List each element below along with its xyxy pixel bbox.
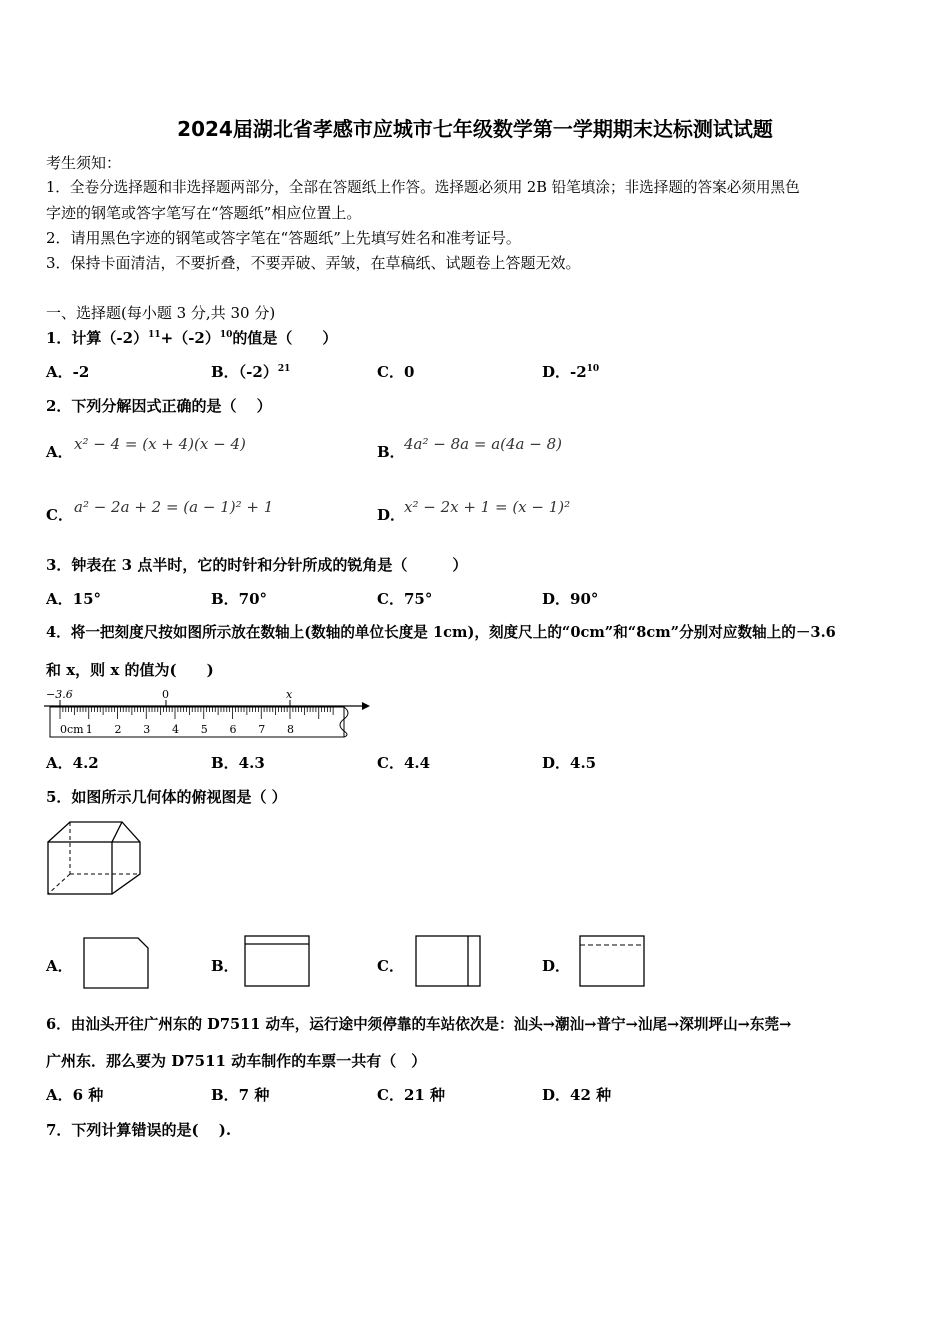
notice-line-3: 3．保持卡面清洁，不要折叠，不要弄破、弄皱，在草稿纸、试题卷上答题无效。 — [46, 254, 581, 272]
q6-option-c: C．21 种 — [377, 1086, 446, 1104]
question-6-stem-1: 6．由汕头开往广州东的 D7511 动车，运行途中须停靠的车站依次是：汕头→潮汕→普宁→汕尾→深圳坪山→东莞→ — [46, 1016, 792, 1033]
ruler-numbers — [60, 723, 294, 736]
question-2-stem: 2．下列分解因式正确的是（ ） — [46, 397, 272, 415]
q2-option-b-label: B． — [377, 443, 405, 461]
q5-option-b-label: B． — [211, 957, 239, 975]
ruler-number: 0cm — [60, 723, 84, 736]
ruler-number: 5 — [200, 723, 208, 736]
q5-option-d-figure — [578, 934, 654, 990]
top-edge — [112, 822, 122, 842]
notice-line-1a: 1．全卷分选择题和非选择题两部分，全部在答题纸上作答。选择题必须用 2B 铅笔填涂；非选择题的答案必须用黑色 — [46, 179, 800, 196]
q4-option-a: A．4.2 — [46, 754, 99, 772]
question-6-stem-2: 广州东．那么要为 D7511 动车制作的车票一共有（ ） — [46, 1052, 427, 1070]
q1-option-d: D．$-2^{10}$ — [542, 363, 600, 381]
q2-option-d-label: D． — [377, 506, 406, 524]
question-4-stem-2: 和 x，则 x 的值为( ) — [46, 661, 214, 679]
q2-option-c-label: C． — [46, 506, 73, 524]
q5-option-a-label: A． — [46, 957, 73, 975]
q5-option-b-figure — [243, 934, 313, 990]
q2-option-c-math: a² − 2a + 2 = (a − 1)² + 1 — [74, 498, 274, 516]
solid-figure — [46, 820, 146, 900]
notice-line-2: 2．请用黑色字迹的钢笔或答字笔在“答题纸”上先填写姓名和准考证号。 — [46, 229, 521, 247]
question-4-stem-1: 4．将一把刻度尺按如图所示放在数轴上(数轴的单位长度是 1cm)，刻度尺上的“0cm”和“8cm”分别对应数轴上的－3.6 — [46, 624, 836, 641]
axis-label-zero: 0 — [162, 688, 169, 701]
ruler-number: 4 — [172, 723, 179, 736]
q3-option-b: B．70° — [211, 590, 268, 608]
q5-option-d-label: D． — [542, 957, 571, 975]
axis-arrow — [362, 702, 370, 710]
page-title: 2024届湖北省孝感市应城市七年级数学第一学期期末达标测试试题 — [177, 117, 773, 141]
q3-option-d: D．90° — [542, 590, 599, 608]
front-face — [48, 842, 112, 894]
q3-option-a: A．15° — [46, 590, 102, 608]
axis-label-x: x — [286, 688, 293, 701]
ruler-number: 6 — [229, 723, 237, 736]
top-right-edges — [48, 822, 140, 894]
ruler-number: 7 — [258, 723, 266, 736]
ruler-number: 2 — [114, 723, 122, 736]
hidden-diagonal-edge — [48, 874, 70, 894]
ruler-number: 3 — [143, 723, 151, 736]
q2-option-d-math: x² − 2x + 1 = (x − 1)² — [404, 498, 571, 516]
q4-option-d: D．4.5 — [542, 754, 597, 772]
q6-option-b: B．7 种 — [211, 1086, 270, 1104]
q3-option-c: C．75° — [377, 590, 433, 608]
notice-line-1b: 字迹的钢笔或答字笔写在“答题纸”相应位置上。 — [46, 204, 362, 222]
q2-option-a-math: x² − 4 = (x + 4)(x − 4) — [74, 435, 246, 453]
question-5-stem: 5．如图所示几何体的俯视图是（ ） — [46, 788, 287, 806]
q4-option-c: C．4.4 — [377, 754, 431, 772]
section-heading: 一、选择题(每小题 3 分,共 30 分) — [46, 304, 276, 322]
ruler-number: 1 — [85, 723, 93, 736]
ruler-number: 8 — [287, 723, 294, 736]
ruler-ticks — [60, 707, 333, 719]
axis-label-neg: −3.6 — [46, 688, 73, 701]
question-7-stem: 7．下列计算错误的是( ). — [46, 1121, 232, 1139]
q6-option-a: A．6 种 — [46, 1086, 104, 1104]
q2-option-a-label: A． — [46, 443, 73, 461]
question-1-stem: 1．计算$(-2)^{11}+(-2)^{10}$的值是（ ） — [46, 329, 338, 347]
q5-option-c-figure — [414, 934, 484, 990]
q1-option-a: A．-2 — [46, 363, 90, 381]
q5-option-c-label: C． — [377, 957, 404, 975]
notice-heading: 考生须知： — [46, 154, 122, 172]
question-3-stem: 3．钟表在 3 点半时，它的时针和分针所成的锐角是（ ） — [46, 556, 468, 574]
q4-option-b: B．4.3 — [211, 754, 265, 772]
q6-option-d: D．42 种 — [542, 1086, 612, 1104]
q1-option-c: C．0 — [377, 363, 415, 381]
q2-option-b-math: 4a² − 8a = a(4a − 8) — [404, 435, 562, 453]
ruler-figure — [44, 686, 374, 742]
q1-option-b: B．$(-2)^{21}$ — [211, 363, 291, 381]
q5-option-a-figure — [82, 936, 152, 992]
